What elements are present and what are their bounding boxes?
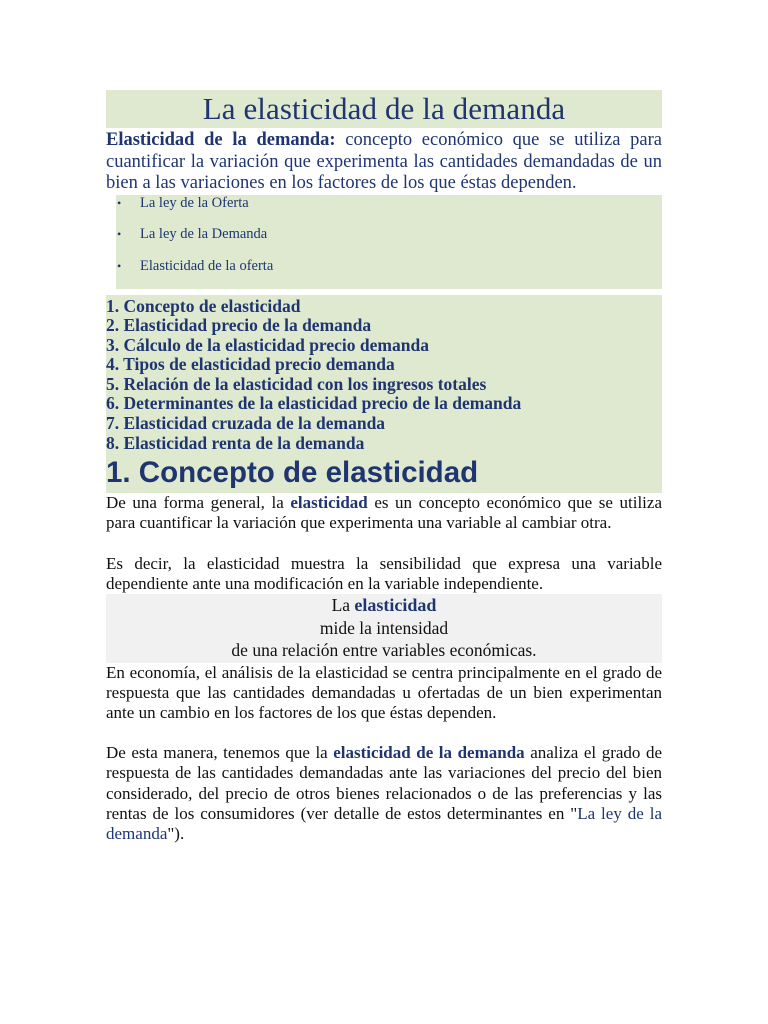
- related-links-list: [116, 195, 662, 290]
- paragraph-elasticidad-demanda: De esta manera, tenemos que la elasticidad de la demanda analiza el grado de respuesta de las cantidades demandadas ante las variaciones del precio del bien considerado, del precio de otros bienes relacionados o de las preferencias y las rentas de los consumidores (ver detalle de estos determinantes en "La ley de la demanda").: [106, 743, 662, 843]
- toc-item-2[interactable]: 2. Elasticidad precio de la demanda: [106, 315, 372, 336]
- bullet-icon: •: [117, 195, 122, 210]
- related-link-elasticidad-oferta[interactable]: • Elasticidad de la oferta: [117, 257, 274, 274]
- toc-item-3[interactable]: 3. Cálculo de la elasticidad precio demanda: [106, 334, 429, 355]
- related-link-demanda[interactable]: • La ley de la Demanda: [117, 226, 268, 242]
- definition-term: Elasticidad de la demanda:: [106, 130, 336, 150]
- section-heading: 1. Concepto de elasticidad: [106, 456, 479, 490]
- toc-item-5[interactable]: 5. Relación de la elasticidad con los ingresos totales: [106, 373, 487, 394]
- highlight-quote: [106, 594, 662, 663]
- bullet-icon: •: [117, 227, 122, 241]
- keyword-elasticidad-demanda: elasticidad de la demanda: [333, 743, 525, 763]
- quote-keyword: elasticidad: [354, 595, 437, 616]
- paragraph-sensibilidad: Es decir, la elasticidad muestra la sensibilidad que expresa una variable dependiente ante una modificación en la variable independiente.: [106, 553, 662, 593]
- spacer: [106, 723, 662, 743]
- paragraph-general: De una forma general, la elasticidad es un concepto económico que se utiliza para cuantificar la variación que experimenta una variable al cambiar otra.: [106, 493, 662, 533]
- link-ley-demanda[interactable]: La ley de la demanda: [106, 803, 662, 843]
- related-links-box: [116, 195, 662, 289]
- definition-paragraph: [106, 130, 662, 195]
- quote-line-2: mide la intensidad: [319, 617, 449, 638]
- quote-line-1: La elasticidad: [331, 595, 437, 616]
- title-banner: [106, 90, 662, 128]
- bullet-icon: •: [117, 258, 122, 273]
- toc-item-8[interactable]: 8. Elasticidad renta de la demanda: [106, 432, 365, 453]
- toc-item-4[interactable]: 4. Tipos de elasticidad precio demanda: [106, 354, 395, 375]
- toc-item-7[interactable]: 7. Elasticidad cruzada de la demanda: [106, 413, 386, 434]
- quote-line-3: de una relación entre variables económicas.: [231, 640, 537, 661]
- toc-item-1[interactable]: 1. Concepto de elasticidad: [106, 295, 301, 316]
- toc-item-6[interactable]: 6. Determinantes de la elasticidad precio de la demanda: [106, 393, 522, 414]
- spacer: [106, 534, 662, 554]
- related-link-oferta[interactable]: • La ley de la Oferta: [117, 194, 249, 211]
- table-of-contents: [106, 295, 662, 494]
- keyword-elasticidad: elasticidad: [290, 493, 368, 513]
- definition-text: concepto económico que se utiliza para cuantificar la variación que experimenta las cantidades demandadas de un bien a las variaciones en los factores de los que éstas dependen.: [106, 130, 662, 193]
- paragraph-economia: En economía, el análisis de la elasticidad se centra principalmente en el grado de respuesta que las cantidades demandadas u ofertadas de un bien experimentan ante un cambio en los factores de los que éstas dependen.: [106, 662, 662, 722]
- document-page: [106, 90, 662, 844]
- page-title: La elasticidad de la demanda: [202, 91, 566, 126]
